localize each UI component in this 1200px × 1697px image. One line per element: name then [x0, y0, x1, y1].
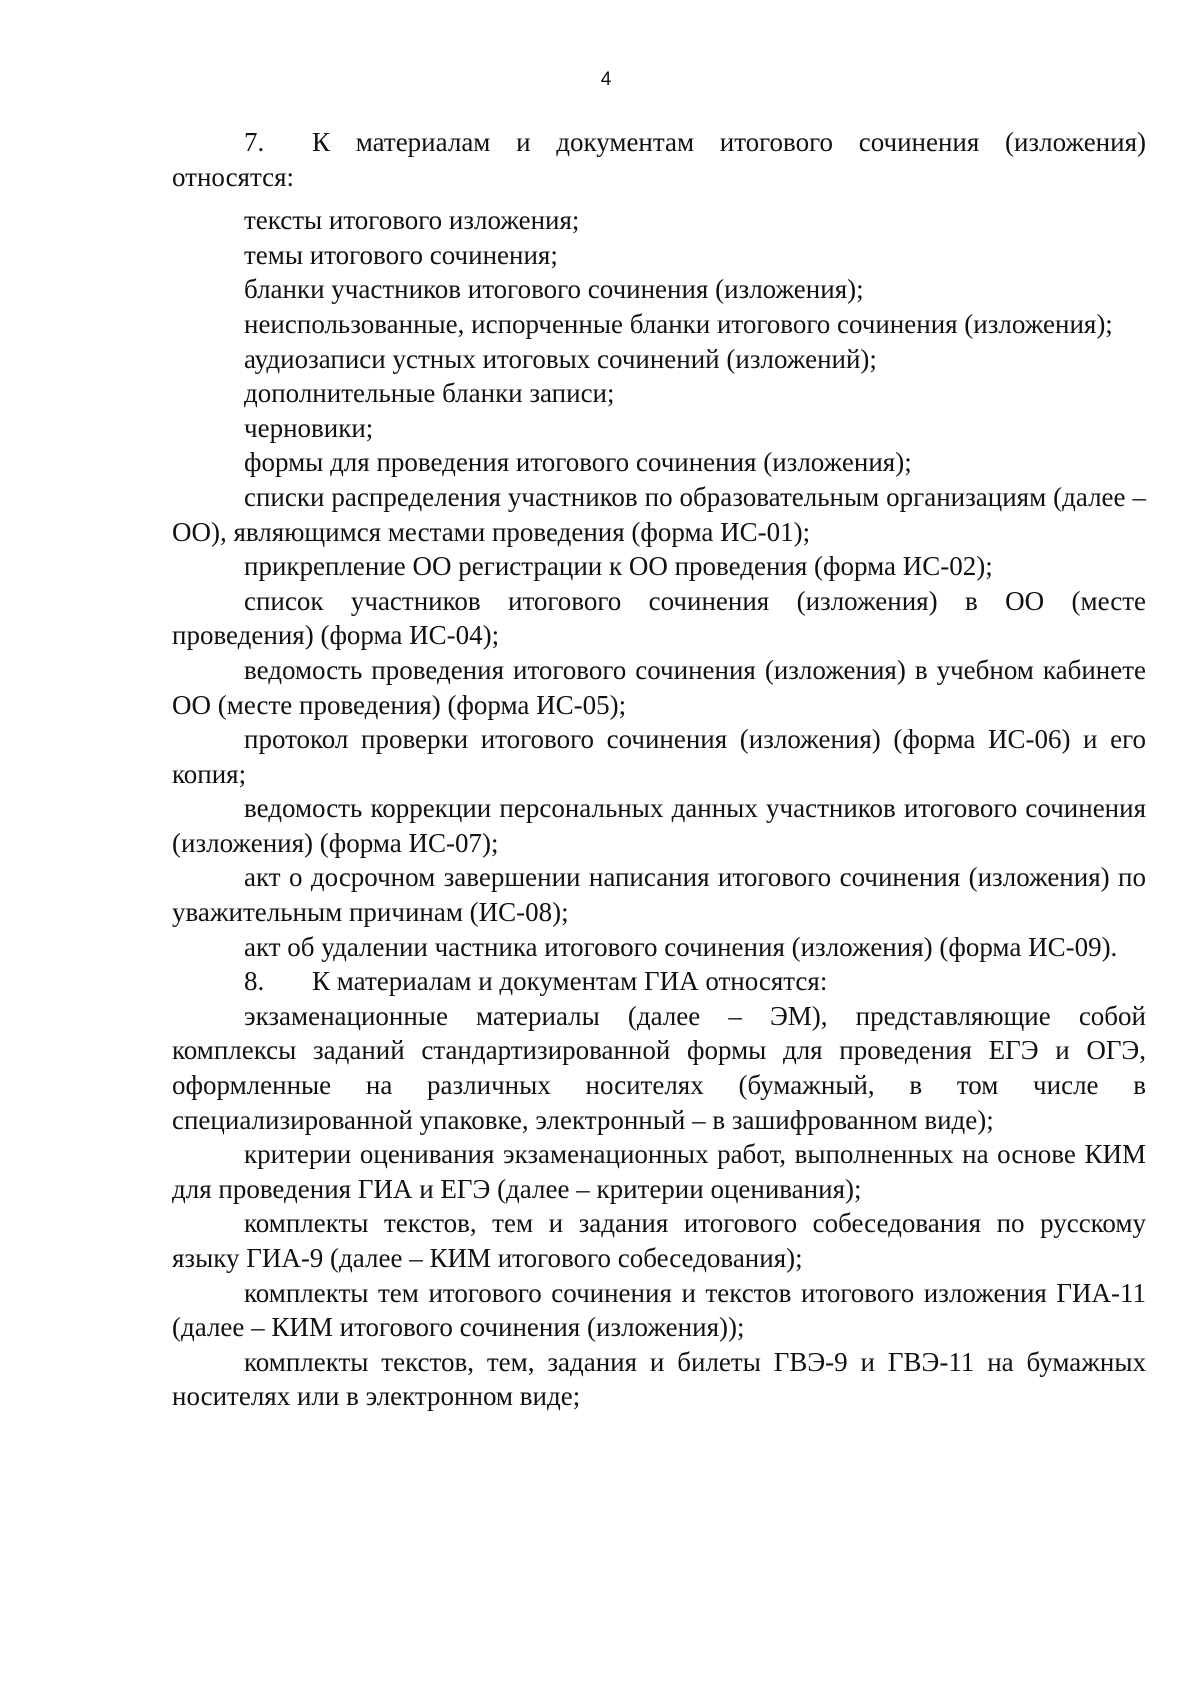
list-item: комплекты текстов, тем, задания и билеты ГВЭ-9 и ГВЭ-11 на бумажных носителях или в электронном виде; — [172, 1346, 1146, 1412]
list-item: экзаменационные материалы (далее – ЭМ), представляющие собой комплексы заданий стандартизированной формы для проведения ЕГЭ и ОГЭ, оформленные на различных носителях (бумажный, в том числе в специализированной упаковке, электронный – в зашифрованном виде); — [172, 1000, 1146, 1135]
list-item: аудиозаписи устных итоговых сочинений (изложений); — [244, 343, 877, 374]
list-item: комплекты тем итогового сочинения и текстов итогового изложения ГИА-11 (далее – КИМ итогового сочинения (изложения)); — [172, 1277, 1146, 1343]
document-body — [172, 125, 1146, 1414]
page-number: 4 — [600, 69, 612, 90]
list-item: акт об удалении частника итогового сочинения (изложения) (форма ИС-09). — [244, 931, 1118, 962]
list-item: дополнительные бланки записи; — [244, 378, 615, 409]
section-7-number: 7. — [244, 127, 265, 157]
list-item: прикрепление ОО регистрации к ОО проведения (форма ИС-02); — [244, 551, 993, 582]
list-item: темы итогового сочинения; — [244, 239, 558, 270]
list-item: бланки участников итогового сочинения (изложения); — [244, 274, 864, 305]
list-item: комплекты текстов, тем и задания итогового собеседования по русскому языку ГИА-9 (далее – КИМ итогового собеседования); — [172, 1208, 1146, 1273]
list-item: ведомость коррекции персональных данных участников итогового сочинения (изложения) (форма ИС-07); — [172, 793, 1146, 858]
list-item: тексты итогового изложения; — [244, 205, 580, 236]
list-item: неиспользованные, испорченные бланки итогового сочинения (изложения); — [244, 308, 1113, 339]
section-8-intro: К материалам и документам ГИА относятся: — [312, 966, 828, 997]
list-item: акт о досрочном завершении написания итогового сочинения (изложения) по уважительным причинам (ИС-08); — [172, 862, 1146, 928]
list-item: формы для проведения итогового сочинения (изложения); — [244, 447, 912, 478]
section-7-heading — [172, 125, 1146, 194]
list-item: ведомость проведения итогового сочинения (изложения) в учебном кабинете ОО (месте проведения) (форма ИС-05); — [172, 654, 1146, 720]
list-item: критерии оценивания экзаменационных работ, выполненных на основе КИМ для проведения ГИА и ЕГЭ (далее – критерии оценивания); — [172, 1139, 1146, 1204]
list-item: списки распределения участников по образовательным организациям (далее – ОО), являющимся местами проведения (форма ИС-01); — [172, 481, 1146, 547]
list-item: черновики; — [244, 412, 374, 443]
list-item: протокол проверки итогового сочинения (изложения) (форма ИС-06) и его копия; — [172, 724, 1146, 789]
section-7-intro: К материалам и документам итогового сочинения (изложения) относятся: — [172, 127, 1146, 192]
section-8-heading — [172, 964, 1146, 999]
section-8-number: 8. — [244, 966, 265, 997]
list-item: список участников итогового сочинения (изложения) в ОО (месте проведения) (форма ИС-04); — [172, 585, 1146, 651]
